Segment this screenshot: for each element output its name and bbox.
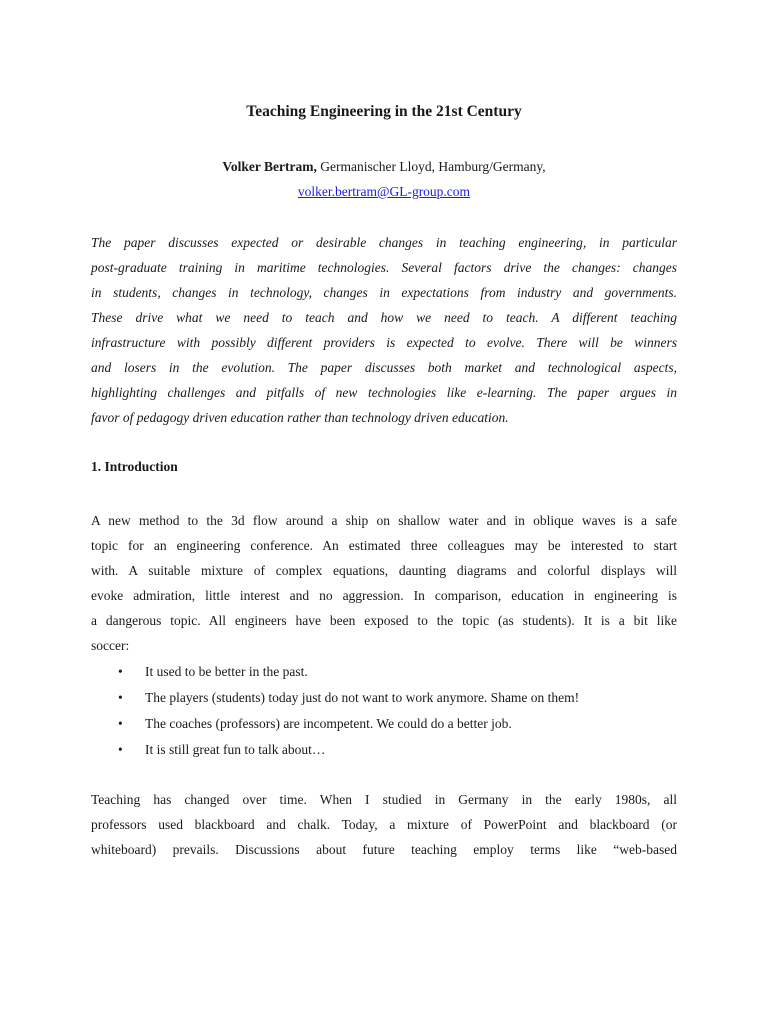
abstract-line: and losers in the evolution. The paper discusses both market and technological aspects, [91,360,677,375]
list-item [91,711,677,737]
list-item-text: The players (students) today just do not want to work anymore. Shame on them! [145,690,580,705]
abstract-line: in students, changes in technology, changes in expectations from industry and governments. [91,285,677,300]
bullet-icon: • [118,690,123,705]
abstract-line: post-graduate training in maritime technologies. Several factors drive the changes: changes [91,260,677,275]
bullet-icon: • [118,742,123,757]
paper-title: Teaching Engineering in the 21st Century [246,103,522,120]
intro-paragraph [91,508,677,658]
abstract-line: The paper discusses expected or desirable changes in teaching engineering, in particular [91,235,677,250]
list-item [91,685,677,711]
teaching-paragraph [91,787,677,862]
intro-line: evoke admiration, little interest and no aggression. In comparison, education in engineering is [91,588,677,603]
list-item-text: It used to be better in the past. [145,664,308,679]
bullet-icon: • [118,716,123,731]
teaching-line: professors used blackboard and chalk. Today, a mixture of PowerPoint and blackboard (or [91,817,677,832]
abstract-line: highlighting challenges and pitfalls of new technologies like e-learning. The paper argues in [91,385,677,400]
author-email-link[interactable]: volker.bertram@GL-group.com [297,184,471,199]
list-item-text: The coaches (professors) are incompetent. We could do a better job. [145,716,512,731]
section-heading: 1. Introduction [91,459,178,474]
teaching-line: Teaching has changed over time. When I studied in Germany in the early 1980s, all [91,792,677,807]
list-item [91,737,677,763]
author-affiliation: Germanischer Lloyd, Hamburg/Germany, [316,159,546,174]
abstract [91,230,677,430]
abstract-line: These drive what we need to teach and how we need to teach. A different teaching [91,310,677,325]
bullet-list [91,659,677,763]
list-item-text: It is still great fun to talk about… [145,742,326,757]
bullet-icon: • [118,664,123,679]
intro-line: topic for an engineering conference. An estimated three colleagues may be interested to start [91,538,677,553]
author-line [91,159,677,175]
abstract-line: infrastructure with possibly different providers is expected to evolve. There will be winners [91,335,677,350]
teaching-line: whiteboard) prevails. Discussions about future teaching employ terms like “web-based [91,842,677,857]
author-name: Volker Bertram, [222,159,317,174]
intro-line: with. A suitable mixture of complex equations, daunting diagrams and colorful displays will [91,563,677,578]
intro-line: soccer: [91,638,130,653]
abstract-line: favor of pedagogy driven education rather than technology driven education. [91,410,509,425]
author-email-line [91,184,677,200]
intro-line: a dangerous topic. All engineers have been exposed to the topic (as students). It is a bit like [91,613,677,628]
list-item [91,659,677,685]
intro-line: A new method to the 3d flow around a ship on shallow water and in oblique waves is a safe [91,513,677,528]
document-page [91,0,677,1024]
